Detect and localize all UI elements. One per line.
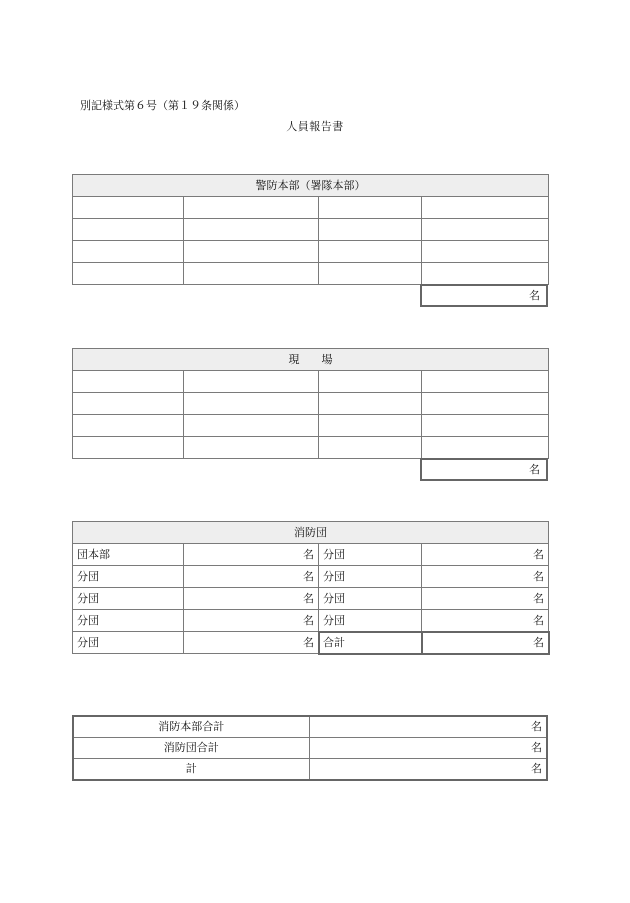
scene-cell[interactable]: [184, 415, 319, 437]
table-row: [73, 415, 549, 437]
corps-count-cell[interactable]: [184, 632, 319, 654]
scene-cell[interactable]: [422, 437, 549, 459]
corps-row-label: 分団: [73, 588, 184, 610]
summary-table: [72, 715, 548, 781]
scene-cell[interactable]: [422, 393, 549, 415]
scene-total-unit: 名: [529, 463, 540, 476]
hq-cell[interactable]: [184, 241, 319, 263]
hq-total-box[interactable]: [420, 284, 548, 307]
corps-row-label: 分団: [319, 610, 422, 632]
corps-row-label: 分団: [319, 544, 422, 566]
table-row: [73, 197, 549, 219]
scene-cell[interactable]: [73, 371, 184, 393]
unit-label: 名: [533, 592, 544, 605]
corps-row-label: 分団: [73, 610, 184, 632]
scene-cell[interactable]: [319, 437, 422, 459]
corps-row-label: 分団: [319, 566, 422, 588]
unit-label: 名: [533, 636, 544, 649]
summary-label: 消防団合計: [73, 738, 309, 759]
hq-cell[interactable]: [422, 219, 549, 241]
summary-count-cell[interactable]: [309, 759, 547, 781]
hq-cell[interactable]: [73, 197, 184, 219]
scene-cell[interactable]: [319, 415, 422, 437]
hq-cell[interactable]: [422, 263, 549, 285]
table-row: [73, 219, 549, 241]
table-row: [73, 566, 549, 588]
corps-row-label: 団本部: [73, 544, 184, 566]
table-row: [73, 263, 549, 285]
table-row: [73, 610, 549, 632]
summary-count-cell[interactable]: [309, 738, 547, 759]
scene-table-heading: 現 場: [73, 349, 549, 371]
table-row: [73, 759, 547, 781]
corps-count-cell[interactable]: [184, 544, 319, 566]
unit-label: 名: [531, 720, 542, 733]
summary-label: 消防本部合計: [73, 716, 309, 738]
unit-label: 名: [303, 548, 314, 561]
hq-cell[interactable]: [184, 197, 319, 219]
hq-cell[interactable]: [319, 219, 422, 241]
scene-cell[interactable]: [184, 437, 319, 459]
table-row: [73, 632, 549, 654]
hq-cell[interactable]: [73, 241, 184, 263]
hq-cell[interactable]: [184, 263, 319, 285]
hq-cell[interactable]: [319, 241, 422, 263]
table-row: [73, 738, 547, 759]
corps-total-cell[interactable]: [422, 632, 549, 654]
unit-label: 名: [303, 614, 314, 627]
fire-corps-heading: 消防団: [73, 522, 549, 544]
scene-cell[interactable]: [73, 415, 184, 437]
form-number-label: 別記様式第６号（第１９条関係）: [80, 99, 245, 112]
corps-row-label: 分団: [319, 588, 422, 610]
unit-label: 名: [533, 614, 544, 627]
unit-label: 名: [303, 570, 314, 583]
corps-count-cell[interactable]: [422, 544, 549, 566]
unit-label: 名: [531, 762, 542, 775]
unit-label: 名: [303, 636, 314, 649]
scene-personnel-table: [72, 348, 549, 459]
scene-total-box[interactable]: [420, 458, 548, 481]
hq-cell[interactable]: [73, 263, 184, 285]
scene-cell[interactable]: [319, 371, 422, 393]
unit-label: 名: [303, 592, 314, 605]
table-row: [73, 716, 547, 738]
scene-cell[interactable]: [184, 393, 319, 415]
scene-cell[interactable]: [73, 393, 184, 415]
scene-cell[interactable]: [319, 393, 422, 415]
hq-cell[interactable]: [422, 241, 549, 263]
scene-cell[interactable]: [422, 371, 549, 393]
unit-label: 名: [531, 741, 542, 754]
table-row: [73, 437, 549, 459]
hq-personnel-table: [72, 174, 549, 285]
unit-label: 名: [533, 548, 544, 561]
table-row: [73, 544, 549, 566]
corps-count-cell[interactable]: [422, 610, 549, 632]
corps-row-label: 分団: [73, 566, 184, 588]
hq-cell[interactable]: [422, 197, 549, 219]
table-row: [73, 241, 549, 263]
corps-count-cell[interactable]: [184, 588, 319, 610]
unit-label: 名: [533, 570, 544, 583]
scene-cell[interactable]: [73, 437, 184, 459]
fire-corps-table: [72, 521, 549, 654]
corps-row-label: 分団: [73, 632, 184, 654]
hq-cell[interactable]: [184, 219, 319, 241]
table-row: [73, 588, 549, 610]
summary-count-cell[interactable]: [309, 716, 547, 738]
corps-total-label: 合計: [319, 632, 422, 654]
corps-count-cell[interactable]: [184, 566, 319, 588]
table-row: [73, 393, 549, 415]
table-row: [73, 371, 549, 393]
hq-cell[interactable]: [73, 219, 184, 241]
hq-total-unit: 名: [529, 289, 540, 302]
hq-table-heading: 警防本部（署隊本部）: [73, 175, 549, 197]
hq-cell[interactable]: [319, 263, 422, 285]
summary-label: 計: [73, 759, 309, 781]
hq-cell[interactable]: [319, 197, 422, 219]
corps-count-cell[interactable]: [422, 588, 549, 610]
scene-cell[interactable]: [422, 415, 549, 437]
scene-cell[interactable]: [184, 371, 319, 393]
document-title: 人員報告書: [286, 120, 344, 133]
corps-count-cell[interactable]: [422, 566, 549, 588]
corps-count-cell[interactable]: [184, 610, 319, 632]
